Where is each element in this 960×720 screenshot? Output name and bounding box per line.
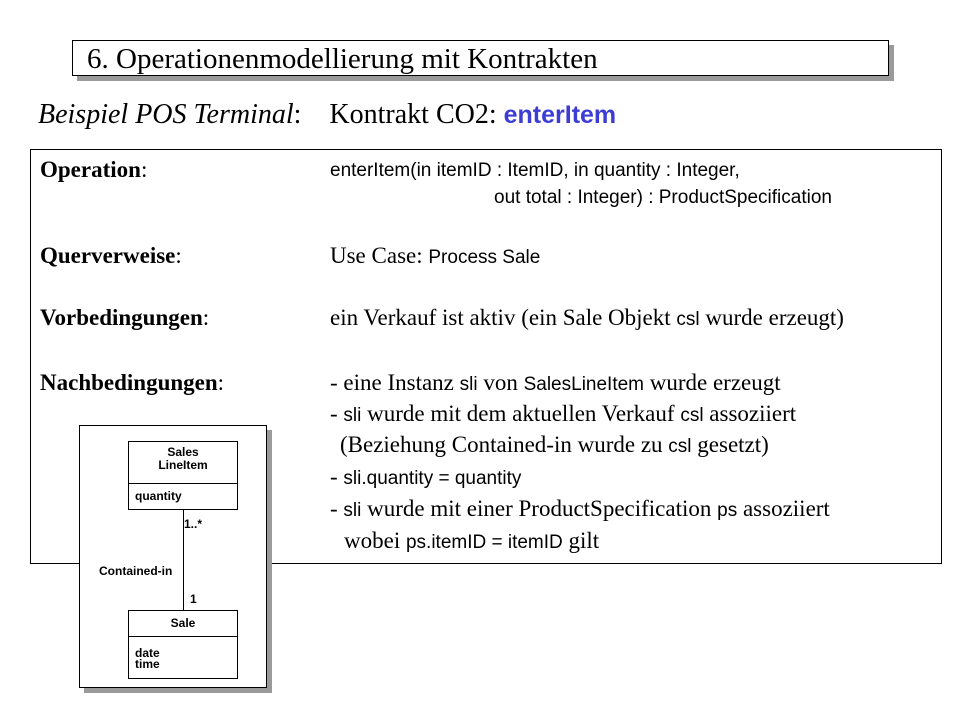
slide-title-box bbox=[72, 40, 889, 76]
class-attribute: date bbox=[135, 646, 160, 660]
preconditions-label: Vorbedingungen: bbox=[40, 305, 210, 330]
slide-title: 6. Operationenmodellierung mit Kontrakten bbox=[87, 43, 598, 75]
multiplicity-bottom: 1 bbox=[190, 592, 197, 606]
uml-diagram-box bbox=[79, 425, 267, 688]
class-attribute: time bbox=[135, 657, 160, 671]
references-value: Use Case: Process Sale bbox=[330, 243, 541, 268]
postconditions-label: Nachbedingungen: bbox=[40, 370, 225, 395]
multiplicity-top: 1..* bbox=[184, 517, 203, 531]
contract-label: Kontrakt CO2: bbox=[329, 99, 504, 130]
postcondition-line-6: wobei ps.itemID = itemID gilt bbox=[344, 528, 600, 553]
example-heading bbox=[38, 99, 616, 131]
preconditions-value: ein Verkauf ist aktiv (ein Sale Objekt csl wurde erzeugt) bbox=[330, 305, 844, 330]
postcondition-line-3: (Beziehung Contained-in wurde zu csl gesetzt) bbox=[340, 432, 769, 457]
operation-signature-line2: out total : Integer) : ProductSpecification bbox=[494, 187, 832, 208]
operation-signature-line1: enterItem(in itemID : ItemID, in quantity : Integer, bbox=[330, 160, 740, 181]
association-label: Contained-in bbox=[99, 564, 173, 578]
references-label: Querverweise: bbox=[40, 243, 182, 268]
operation-label: Operation: bbox=[40, 157, 148, 182]
postcondition-line-4: - sli.quantity = quantity bbox=[330, 464, 522, 489]
class-name: Sale bbox=[129, 611, 237, 637]
class-name: Sales LineItem bbox=[129, 442, 237, 484]
uml-class-sale bbox=[128, 610, 238, 679]
contract-operation-name: enterItem bbox=[503, 101, 617, 129]
example-label: Beispiel POS Terminal bbox=[38, 99, 294, 130]
postcondition-line-5: - sli wurde mit einer ProductSpecification ps assoziiert bbox=[330, 496, 830, 521]
heading-colon: : bbox=[293, 99, 302, 130]
uml-class-saleslineitem bbox=[128, 441, 238, 510]
postcondition-line-1: - eine Instanz sli von SalesLineItem wurde erzeugt bbox=[330, 370, 781, 395]
class-attribute: quantity bbox=[135, 489, 182, 503]
postcondition-line-2: - sli wurde mit dem aktuellen Verkauf csl assoziiert bbox=[330, 401, 797, 426]
